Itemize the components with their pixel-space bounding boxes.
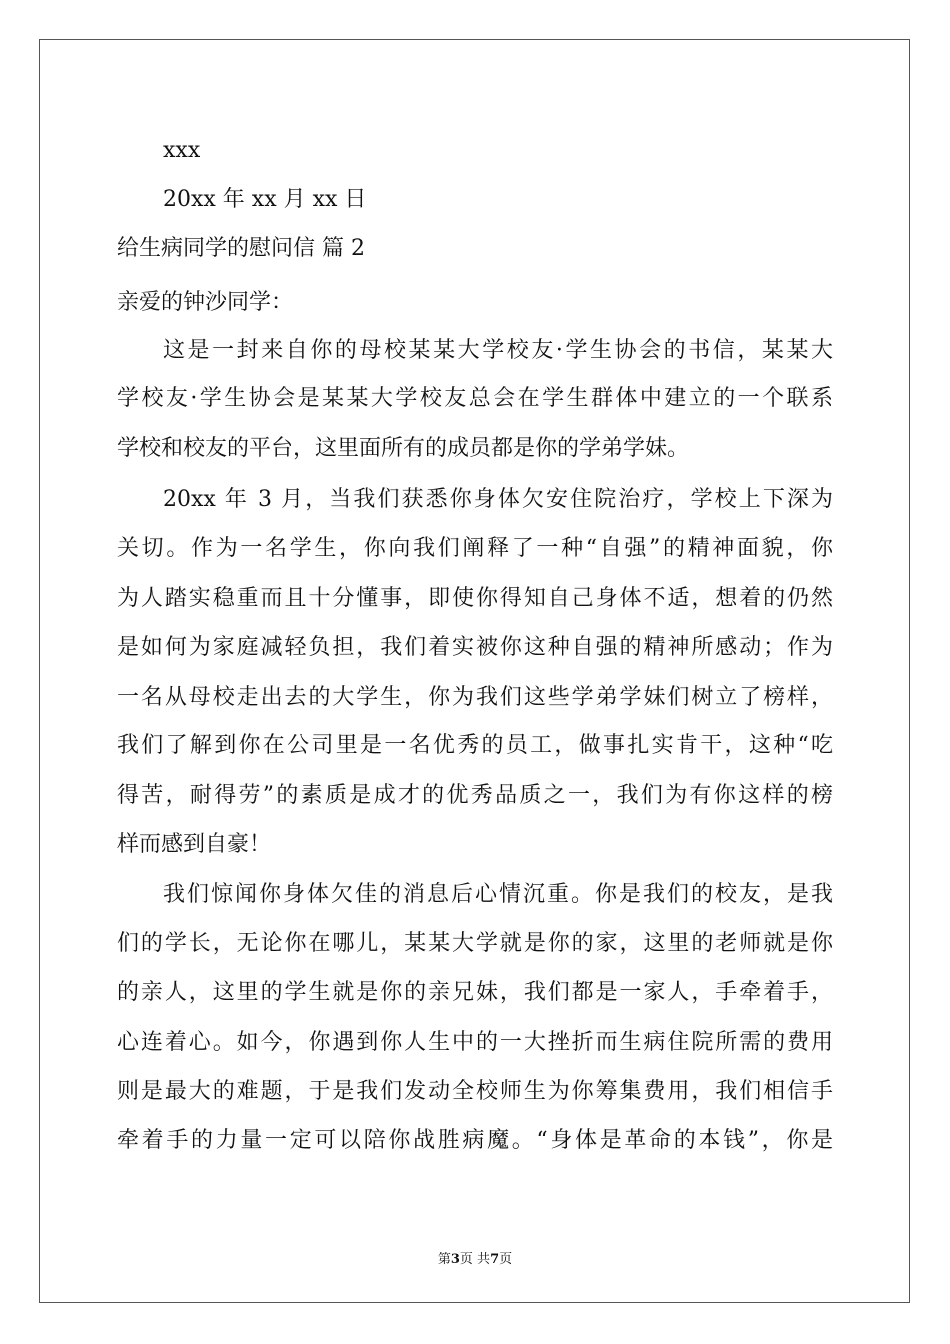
page-footer	[0, 1248, 950, 1267]
body-line-9: 我们了解到你在公司里是一名优秀的员工，做事扎实肯干，这种“吃	[117, 733, 833, 758]
body-line-15: 心连着心。如今，你遇到你人生中的一大挫折而生病住院所需的费用	[117, 1030, 833, 1055]
total-page-number: 7	[490, 1252, 500, 1267]
footer-middle: 页 共	[459, 1252, 491, 1267]
letter-date: 20xx 年 xx 月 xx 日	[163, 187, 367, 212]
body-line-1: 这是一封来自你的母校某某大学校友·学生协会的书信，某某大	[163, 338, 833, 363]
body-line-3: 学校和校友的平台，这里面所有的成员都是你的学弟学妹。	[117, 436, 690, 461]
salutation: 亲爱的钟沙同学：	[117, 290, 294, 315]
body-line-7: 是如何为家庭减轻负担，我们着实被你这种自强的精神所感动；作为	[117, 635, 833, 660]
current-page-number: 3	[450, 1252, 460, 1267]
page-border	[39, 39, 910, 1303]
footer-prefix: 第	[437, 1252, 451, 1267]
body-line-13: 们的学长，无论你在哪儿，某某大学就是你的家，这里的老师就是你	[117, 931, 833, 956]
body-line-11: 样而感到自豪！	[117, 832, 272, 857]
body-line-2: 学校友·学生协会是某某大学校友总会在学生群体中建立的一个联系	[117, 386, 833, 411]
body-line-5: 关切。作为一名学生，你向我们阐释了一种“自强”的精神面貌，你	[117, 536, 833, 561]
footer-suffix: 页	[499, 1252, 513, 1267]
body-line-16: 则是最大的难题，于是我们发动全校师生为你筹集费用，我们相信手	[117, 1079, 833, 1104]
body-line-17: 牵着手的力量一定可以陪你战胜病魔。“身体是革命的本钱”，你是	[117, 1128, 833, 1153]
body-line-4: 20xx 年 3 月，当我们获悉你身体欠安住院治疗，学校上下深为	[163, 487, 833, 512]
body-line-14: 的亲人，这里的学生就是你的亲兄妹，我们都是一家人，手牵着手，	[117, 980, 833, 1005]
body-line-10: 得苦，耐得劳”的素质是成才的优秀品质之一，我们为有你这样的榜	[117, 783, 833, 808]
section-title: 给生病同学的慰问信 篇 2	[117, 236, 365, 261]
body-line-8: 一名从母校走出去的大学生，你为我们这些学弟学妹们树立了榜样，	[117, 685, 833, 710]
body-line-6: 为人踏实稳重而且十分懂事，即使你得知自己身体不适，想着的仍然	[117, 586, 833, 611]
signature-name: xxx	[163, 138, 201, 163]
body-line-12: 我们惊闻你身体欠佳的消息后心情沉重。你是我们的校友，是我	[163, 882, 833, 907]
